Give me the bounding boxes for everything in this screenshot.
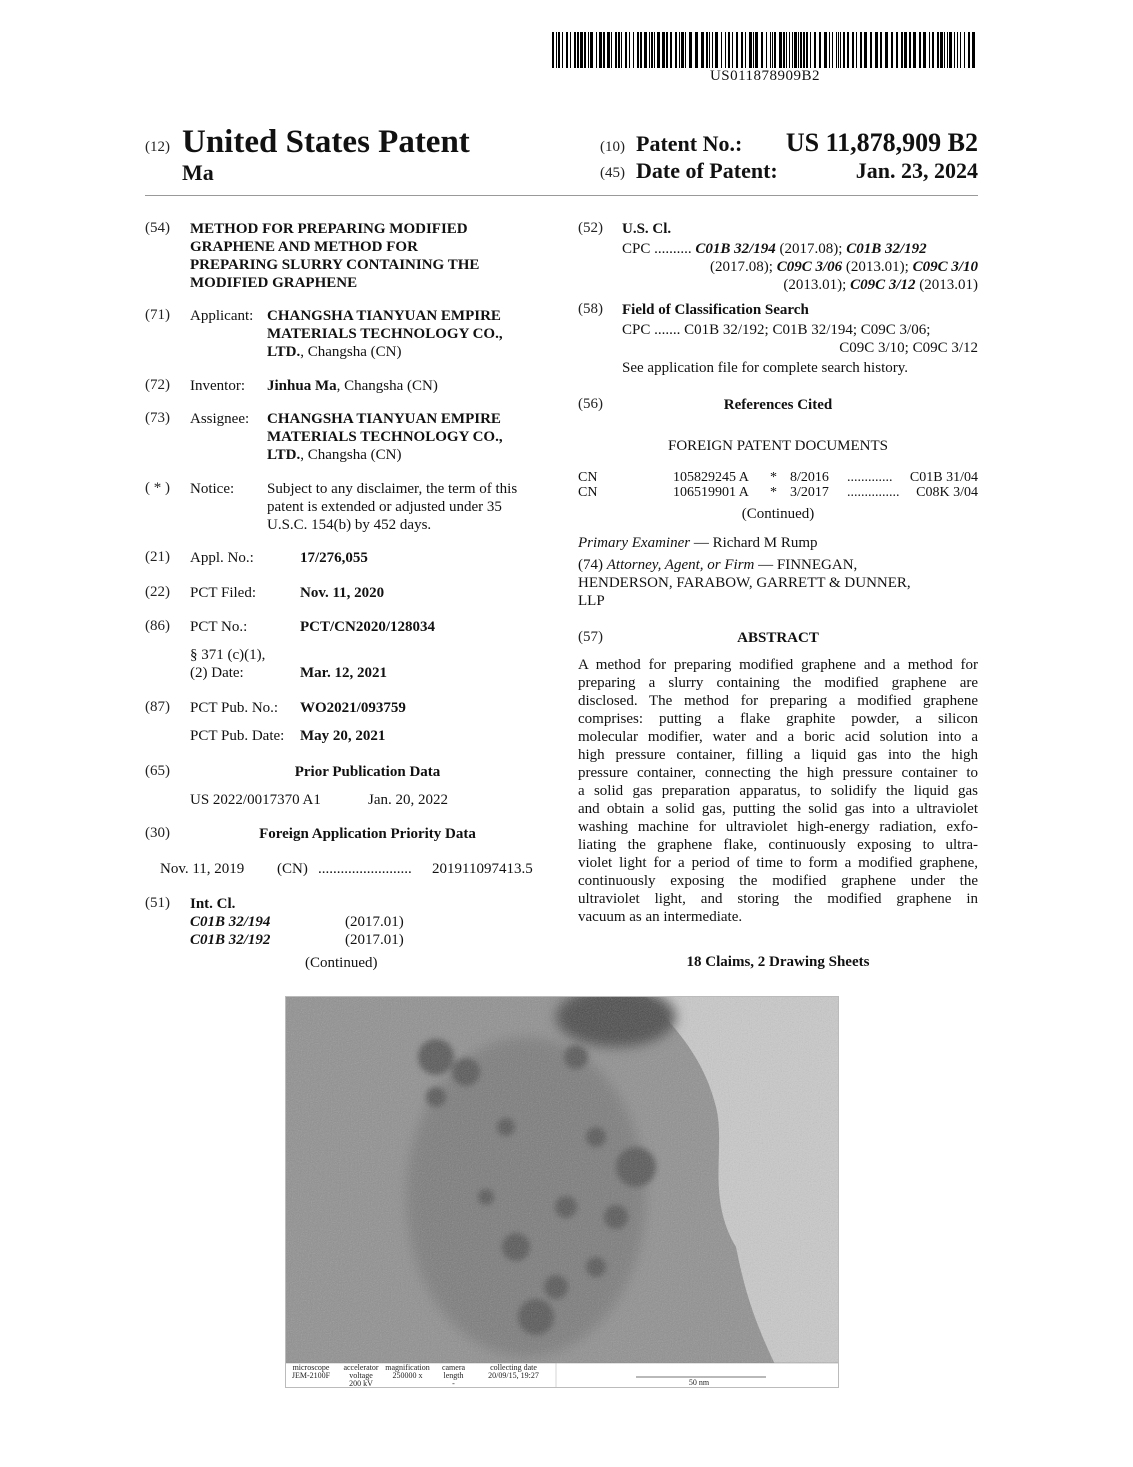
barcode-number: US011878909B2 bbox=[709, 68, 821, 84]
barcode-bar bbox=[870, 32, 872, 68]
barcode-bar bbox=[725, 32, 726, 68]
uscl-version: (2013.01) bbox=[919, 277, 978, 293]
metadata-text: magnification bbox=[385, 1363, 430, 1372]
uscl-code: (52) bbox=[578, 220, 603, 236]
field-cpc-line: C09C 3/10; C09C 3/12 bbox=[839, 340, 978, 356]
barcode-bar bbox=[675, 32, 677, 68]
barcode-bar bbox=[919, 32, 921, 68]
pct-filed-label: PCT Filed: bbox=[190, 585, 256, 601]
notice-line: U.S.C. 154(b) by 452 days. bbox=[267, 517, 432, 533]
barcode-bar bbox=[670, 32, 672, 68]
intcl-label: Int. Cl. bbox=[190, 896, 236, 912]
code-12: (12) bbox=[145, 139, 170, 155]
pct-pub-label: PCT Pub. No.: bbox=[190, 700, 279, 716]
abstract-line: high pressure container, filling a liquid gas into the high bbox=[578, 747, 978, 763]
metadata-text: camera bbox=[441, 1363, 466, 1372]
patent-no-label: Patent No.: bbox=[636, 131, 743, 156]
header-divider bbox=[145, 195, 978, 196]
barcode-bar bbox=[774, 32, 776, 68]
barcode-bar bbox=[607, 32, 610, 68]
barcode-bar bbox=[940, 32, 943, 68]
barcode-bar bbox=[603, 32, 605, 68]
assignee-line: CHANGSHA TIANYUAN EMPIRE bbox=[267, 411, 501, 427]
uscl-class: C09C 3/12 bbox=[850, 277, 916, 293]
barcode-bar bbox=[794, 32, 797, 68]
metadata-text: 250000 x bbox=[392, 1371, 423, 1380]
applicant-line: CHANGSHA TIANYUAN EMPIRE bbox=[267, 308, 501, 324]
barcode-bar bbox=[574, 32, 576, 68]
uscl-version: (2017.08); bbox=[779, 241, 843, 257]
barcode-bar bbox=[847, 32, 849, 68]
foreign-dots: ......................... bbox=[318, 861, 412, 877]
prior-pub-number: US 2022/0017370 A1 bbox=[190, 792, 321, 808]
barcode-bar bbox=[657, 32, 660, 68]
abstract-line: washing machine for ultraviolet high-energy radiation, exfo- bbox=[578, 819, 978, 835]
barcode-bar bbox=[552, 32, 554, 68]
barcode-bar bbox=[810, 32, 811, 68]
metadata-text: 20/09/15, 19:27 bbox=[488, 1371, 539, 1380]
refs-continued: (Continued) bbox=[741, 506, 815, 522]
invention-title-line: GRAPHENE AND METHOD FOR bbox=[190, 239, 418, 255]
scale-bar-label: 50 nm bbox=[674, 1379, 724, 1387]
pct-no-value: PCT/CN2020/128034 bbox=[300, 619, 435, 635]
metadata-text: 200 kV bbox=[349, 1379, 373, 1388]
pct-pub-code: (87) bbox=[145, 699, 170, 715]
barcode-bar bbox=[964, 32, 965, 68]
field-code: (58) bbox=[578, 301, 603, 317]
uscl-label: U.S. Cl. bbox=[622, 221, 672, 237]
barcode-bar bbox=[618, 32, 620, 68]
field-note: See application file for complete search history. bbox=[622, 360, 909, 376]
barcode-bar bbox=[637, 32, 639, 68]
barcode-bar bbox=[651, 32, 653, 68]
pct-no-label: PCT No.: bbox=[190, 619, 248, 635]
barcode-bar bbox=[685, 32, 686, 68]
metadata-text: JEM-2100F bbox=[291, 1371, 331, 1380]
barcode-bar bbox=[772, 32, 773, 68]
foreign-number: 201911097413.5 bbox=[432, 861, 533, 877]
barcode-bar bbox=[770, 32, 771, 68]
barcode-bar bbox=[779, 32, 782, 68]
barcode-bar bbox=[860, 32, 862, 68]
abstract-line: preparing a slurry containing the modified graphene are bbox=[578, 675, 978, 691]
barcode-bar bbox=[824, 32, 827, 68]
s371-line: § 371 (c)(1), bbox=[190, 647, 266, 663]
foreign-date: Nov. 11, 2019 bbox=[160, 861, 245, 877]
barcode-bar bbox=[611, 32, 612, 68]
barcode bbox=[552, 32, 978, 68]
micrograph-image bbox=[286, 997, 838, 1387]
barcode-bar bbox=[838, 32, 839, 68]
barcode-bar bbox=[968, 32, 970, 68]
attorney-code: (74) bbox=[578, 557, 603, 573]
barcode-bar bbox=[885, 32, 888, 68]
code-45: (45) bbox=[600, 165, 625, 181]
date-of-patent: Jan. 23, 2024 bbox=[855, 158, 978, 183]
barcode-bar bbox=[662, 32, 665, 68]
barcode-bar bbox=[695, 32, 698, 68]
barcode-bar bbox=[615, 32, 617, 68]
ref-class: C08K 3/04 bbox=[916, 485, 978, 500]
abstract-line: a solid gas preparation apparatus, to solidify the liquid gas bbox=[578, 783, 978, 799]
uscl-class: C01B 32/194 bbox=[695, 241, 776, 257]
tem-micrograph bbox=[285, 996, 839, 1388]
pct-pub-number: WO2021/093759 bbox=[300, 700, 406, 716]
inventor-short: Ma bbox=[182, 160, 214, 185]
barcode-bar bbox=[840, 32, 841, 68]
barcode-bar bbox=[562, 32, 563, 68]
applicant-code: (71) bbox=[145, 307, 170, 323]
primary-examiner bbox=[578, 534, 818, 552]
applicant-ltd: LTD. bbox=[267, 344, 301, 360]
barcode-bar bbox=[786, 32, 787, 68]
prior-pub-date: Jan. 20, 2022 bbox=[368, 792, 448, 808]
barcode-bar bbox=[891, 32, 893, 68]
applicant-city: , Changsha (CN) bbox=[300, 344, 402, 360]
barcode-bar bbox=[852, 32, 854, 68]
attorney-label: Attorney, Agent, or Firm bbox=[606, 557, 755, 573]
barcode-bar bbox=[588, 32, 589, 68]
field-label: Field of Classification Search bbox=[622, 302, 809, 318]
abstract-heading: ABSTRACT bbox=[737, 630, 819, 646]
inventor-label: Inventor: bbox=[190, 378, 245, 394]
claims-summary: 18 Claims, 2 Drawing Sheets bbox=[686, 954, 870, 970]
abstract-line: A method for preparing modified graphene and a method for bbox=[578, 657, 978, 673]
notice-label: Notice: bbox=[190, 481, 235, 497]
barcode-bar bbox=[701, 32, 704, 68]
barcode-bar bbox=[584, 32, 586, 68]
barcode-bar bbox=[625, 32, 627, 68]
barcode-bar bbox=[947, 32, 948, 68]
document-title: United States Patent bbox=[182, 124, 470, 160]
uscl-class: C01B 32/192 bbox=[846, 241, 927, 257]
refs-heading: References Cited bbox=[723, 397, 833, 413]
barcode-bar bbox=[819, 32, 821, 68]
barcode-bar bbox=[783, 32, 785, 68]
barcode-bar bbox=[629, 32, 630, 68]
barcode-bar bbox=[761, 32, 763, 68]
abstract-line: molecular modifier, water and a boric acid solution into a bbox=[578, 729, 978, 745]
notice-text bbox=[267, 480, 517, 534]
ref-class: C01B 31/04 bbox=[909, 470, 978, 485]
barcode-bar bbox=[621, 32, 622, 68]
notice-line: patent is extended or adjusted under 35 bbox=[267, 499, 502, 515]
abstract-line: and obtain a solid gas, putting the solid gas into a ultraviolet bbox=[578, 801, 978, 817]
pct-filed-code: (22) bbox=[145, 584, 170, 600]
inventor-name: Jinhua Ma bbox=[267, 378, 337, 394]
metadata-cell bbox=[431, 1364, 476, 1388]
barcode-bar bbox=[954, 32, 955, 68]
notice-code: ( * ) bbox=[145, 480, 170, 496]
barcode-bar bbox=[580, 32, 583, 68]
abstract-line: continuously exposing the modified graphene under the bbox=[578, 873, 978, 889]
barcode-bar bbox=[633, 32, 634, 68]
barcode-bar bbox=[599, 32, 602, 68]
metadata-cell bbox=[286, 1364, 336, 1380]
barcode-bar bbox=[875, 32, 878, 68]
examiner-dash: — bbox=[690, 535, 713, 551]
pct-pub-date-label: PCT Pub. Date: bbox=[190, 728, 285, 744]
barcode-bar bbox=[709, 32, 710, 68]
refs-subheading: FOREIGN PATENT DOCUMENTS bbox=[667, 438, 889, 454]
abstract-line: disclosed. The method for preparing a modified graphene bbox=[578, 693, 978, 709]
invention-title-line: PREPARING SLURRY CONTAINING THE bbox=[190, 257, 480, 273]
ref-dots: ............. bbox=[847, 470, 893, 485]
abstract-line: violet light for a period of time to form a modified graphene, bbox=[578, 855, 978, 871]
barcode-bar bbox=[880, 32, 882, 68]
metadata-text: - bbox=[452, 1379, 455, 1388]
uscl-class: C09C 3/06 bbox=[776, 259, 843, 275]
barcode-bar bbox=[832, 32, 833, 68]
barcode-bar bbox=[944, 32, 945, 68]
appl-number: 17/276,055 bbox=[300, 550, 368, 566]
barcode-bar bbox=[753, 32, 754, 68]
barcode-bar bbox=[577, 32, 579, 68]
intcl-version: (2017.01) bbox=[345, 932, 404, 948]
barcode-bar bbox=[736, 32, 738, 68]
barcode-bar bbox=[712, 32, 713, 68]
assignee-city: , Changsha (CN) bbox=[300, 447, 402, 463]
ref-country: CN bbox=[578, 485, 598, 500]
barcode-bar bbox=[792, 32, 793, 68]
s371-date-label: (2) Date: bbox=[190, 665, 244, 681]
assignee-line: MATERIALS TECHNOLOGY CO., bbox=[267, 429, 503, 445]
invention-title-line: MODIFIED GRAPHENE bbox=[190, 275, 358, 291]
intcl-class: C01B 32/192 bbox=[190, 932, 271, 948]
abstract-line: pressure container, connecting the high pressure container to bbox=[578, 765, 978, 781]
inventor-city: , Changsha (CN) bbox=[336, 378, 438, 394]
barcode-bar bbox=[745, 32, 746, 68]
barcode-bar bbox=[972, 32, 975, 68]
barcode-bar bbox=[644, 32, 647, 68]
barcode-bar bbox=[932, 32, 934, 68]
applicant-label: Applicant: bbox=[190, 308, 254, 324]
barcode-bar bbox=[960, 32, 961, 68]
invention-title-line: METHOD FOR PREPARING MODIFIED bbox=[190, 221, 468, 237]
prior-pub-heading: Prior Publication Data bbox=[294, 764, 441, 780]
applicant-value bbox=[267, 307, 503, 361]
barcode-bar bbox=[923, 32, 926, 68]
barcode-bar bbox=[904, 32, 907, 68]
barcode-bar bbox=[706, 32, 708, 68]
ref-date: 8/2016 bbox=[790, 470, 829, 485]
barcode-bar bbox=[556, 32, 557, 68]
barcode-bar bbox=[728, 32, 730, 68]
foreign-country: (CN) bbox=[277, 861, 308, 877]
invention-title bbox=[190, 220, 479, 292]
metadata-text: length bbox=[443, 1371, 464, 1380]
assignee-value bbox=[267, 410, 503, 464]
barcode-bar bbox=[909, 32, 911, 68]
examiner-name: Richard M Rump bbox=[712, 535, 818, 551]
field-cpc-line: CPC ....... C01B 32/192; C01B 32/194; C09C 3/06; bbox=[622, 322, 931, 338]
s371-date: Mar. 12, 2021 bbox=[300, 665, 387, 681]
pct-filed-date: Nov. 11, 2020 bbox=[300, 585, 385, 601]
barcode-bar bbox=[755, 32, 758, 68]
metadata-cell bbox=[338, 1364, 384, 1388]
appl-code: (21) bbox=[145, 549, 170, 565]
uscl-version: (2013.01); bbox=[845, 259, 909, 275]
barcode-bar bbox=[570, 32, 571, 68]
barcode-bar bbox=[596, 32, 597, 68]
inventor-value bbox=[267, 377, 438, 395]
ref-star: * bbox=[770, 470, 777, 485]
uscl-cpc-label: CPC bbox=[622, 241, 651, 257]
uscl-cpc bbox=[622, 240, 978, 294]
appl-label: Appl. No.: bbox=[190, 550, 254, 566]
code-10: (10) bbox=[600, 139, 625, 155]
foreign-code: (30) bbox=[145, 825, 170, 841]
barcode-bar bbox=[957, 32, 958, 68]
barcode-bar bbox=[901, 32, 903, 68]
barcode-bar bbox=[590, 32, 593, 68]
uscl-class: C09C 3/10 bbox=[912, 259, 978, 275]
barcode-bar bbox=[896, 32, 898, 68]
examiner-label: Primary Examiner bbox=[578, 535, 691, 551]
metadata-text: collecting date bbox=[490, 1363, 537, 1372]
notice-line: Subject to any disclaimer, the term of this bbox=[267, 481, 518, 497]
attorney-line: — FINNEGAN, bbox=[754, 557, 858, 573]
attorney-line: LLP bbox=[578, 593, 605, 609]
barcode-bar bbox=[649, 32, 650, 68]
refs-code: (56) bbox=[578, 396, 603, 412]
barcode-bar bbox=[800, 32, 802, 68]
metadata-cell bbox=[476, 1364, 551, 1380]
barcode-bar bbox=[829, 32, 830, 68]
patent-number: US 11,878,909 B2 bbox=[785, 128, 978, 157]
barcode-bar bbox=[798, 32, 799, 68]
barcode-bar bbox=[937, 32, 939, 68]
abstract-text bbox=[578, 656, 978, 926]
assignee-ltd: LTD. bbox=[267, 447, 301, 463]
ref-number: 106519901 A bbox=[673, 485, 749, 500]
uscl-version: (2013.01); bbox=[783, 277, 847, 293]
ref-country: CN bbox=[578, 470, 598, 485]
barcode-bar bbox=[732, 32, 733, 68]
assignee-label: Assignee: bbox=[190, 411, 250, 427]
ref-dots: ............... bbox=[847, 485, 900, 500]
barcode-bar bbox=[843, 32, 845, 68]
foreign-heading: Foreign Application Priority Data bbox=[259, 826, 476, 842]
barcode-bar bbox=[640, 32, 642, 68]
attorney-line: HENDERSON, FARABOW, GARRETT & DUNNER, bbox=[578, 575, 911, 591]
barcode-bar bbox=[715, 32, 718, 68]
intcl-continued: (Continued) bbox=[305, 955, 378, 971]
metadata-text: microscope bbox=[292, 1363, 330, 1372]
ref-star: * bbox=[770, 485, 777, 500]
abstract-line: ultraviolet light, and storing the modified graphene in bbox=[578, 891, 978, 907]
pct-no-code: (86) bbox=[145, 618, 170, 634]
metadata-text: accelerator bbox=[343, 1363, 379, 1372]
barcode-bar bbox=[666, 32, 668, 68]
metadata-cell bbox=[384, 1364, 431, 1380]
attorney bbox=[578, 556, 978, 610]
barcode-bar bbox=[689, 32, 692, 68]
barcode-bar bbox=[806, 32, 808, 68]
ref-date: 3/2017 bbox=[790, 485, 829, 500]
barcode-bar bbox=[721, 32, 722, 68]
ref-number: 105829245 A bbox=[673, 470, 749, 485]
barcode-bar bbox=[803, 32, 805, 68]
intcl-class: C01B 32/194 bbox=[190, 914, 271, 930]
barcode-bar bbox=[929, 32, 930, 68]
intcl-version: (2017.01) bbox=[345, 914, 404, 930]
pct-pub-date: May 20, 2021 bbox=[300, 728, 386, 744]
date-of-patent-label: Date of Patent: bbox=[636, 158, 778, 183]
barcode-bar bbox=[558, 32, 560, 68]
abstract-line: comprises: putting a flake graphite powder, a silicon bbox=[578, 711, 978, 727]
metadata-text: voltage bbox=[349, 1371, 373, 1380]
assignee-code: (73) bbox=[145, 410, 170, 426]
barcode-bar bbox=[789, 32, 790, 68]
barcode-bar bbox=[654, 32, 655, 68]
barcode-bar bbox=[814, 32, 816, 68]
barcode-bar bbox=[566, 32, 568, 68]
barcode-bar bbox=[856, 32, 857, 68]
barcode-bar bbox=[679, 32, 680, 68]
uscl-version: (2017.08); bbox=[710, 259, 773, 275]
barcode-bar bbox=[681, 32, 684, 68]
s371-label bbox=[190, 646, 265, 682]
title-code: (54) bbox=[145, 220, 170, 236]
inventor-code: (72) bbox=[145, 377, 170, 393]
barcode-bar bbox=[913, 32, 916, 68]
intcl-code: (51) bbox=[145, 895, 170, 911]
barcode-bar bbox=[864, 32, 867, 68]
barcode-bar bbox=[741, 32, 743, 68]
prior-pub-code: (65) bbox=[145, 763, 170, 779]
barcode-bar bbox=[836, 32, 837, 68]
uscl-dots: .......... bbox=[654, 241, 692, 257]
barcode-bar bbox=[766, 32, 767, 68]
abstract-code: (57) bbox=[578, 629, 603, 645]
abstract-line: liating the graphene flake, continuously exposing to ultra- bbox=[578, 837, 978, 853]
barcode-bar bbox=[749, 32, 752, 68]
barcode-bar bbox=[949, 32, 952, 68]
applicant-line: MATERIALS TECHNOLOGY CO., bbox=[267, 326, 503, 342]
abstract-line: vacuum as an intermediate. bbox=[578, 909, 743, 925]
